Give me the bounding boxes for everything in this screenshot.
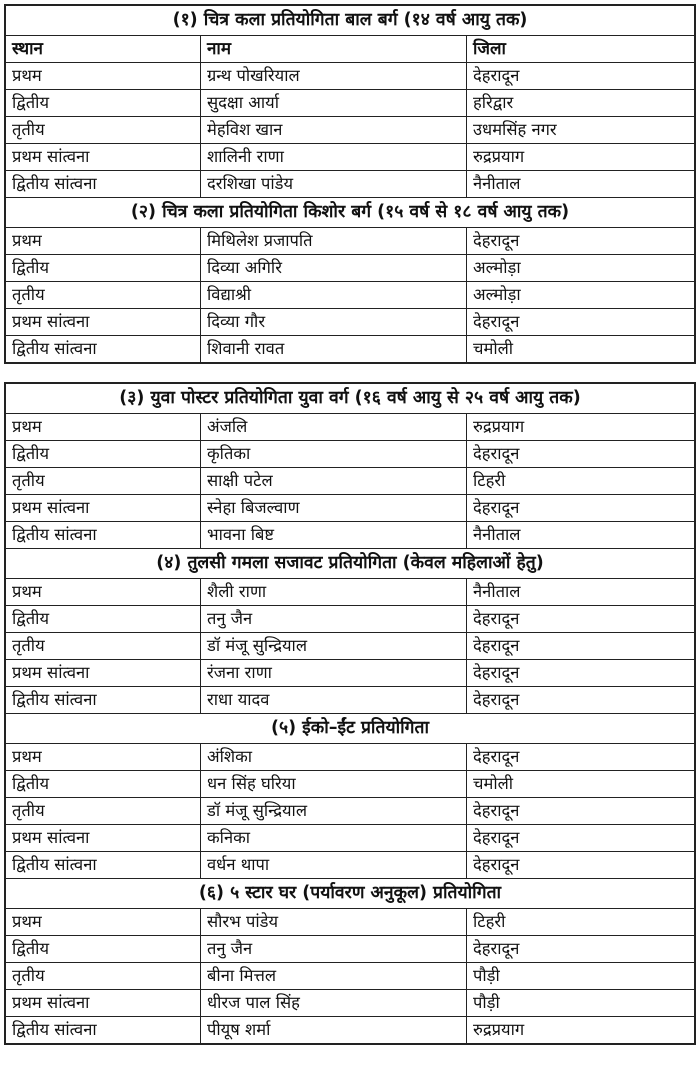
table-row [6,144,695,171]
table-row [6,414,695,441]
section-title: (३) युवा पोस्टर प्रतियोगिता युवा वर्ग (१६ वर्ष आयु से २५ वर्ष आयु तक) [6,384,695,414]
name-cell: मिथिलेश प्रजापति [201,228,467,255]
position-cell: प्रथम [6,228,201,255]
district-cell: देहरादून [467,798,695,825]
position-cell: प्रथम सांत्वना [6,825,201,852]
name-cell: धीरज पाल सिंह [201,990,467,1017]
name-cell: विद्याश्री [201,282,467,309]
name-cell: धन सिंह घरिया [201,771,467,798]
table-row [6,744,695,771]
district-cell: हरिद्वार [467,90,695,117]
results-table-bottom [5,383,695,1044]
table-row [6,63,695,90]
position-cell: तृतीय [6,282,201,309]
table-row [6,468,695,495]
section-title: (६) ५ स्टार घर (पर्यावरण अनुकूल) प्रतियोगिता [6,879,695,909]
position-cell: द्वितीय सांत्वना [6,687,201,714]
table-row [6,825,695,852]
district-cell: टिहरी [467,909,695,936]
position-cell: प्रथम सांत्वना [6,144,201,171]
table-row [6,633,695,660]
position-cell: द्वितीय [6,90,201,117]
name-cell: ग्रन्थ पोखरियाल [201,63,467,90]
name-cell: डॉ मंजू सुन्द्रियाल [201,633,467,660]
district-cell: रुद्रप्रयाग [467,1017,695,1044]
name-cell: पीयूष शर्मा [201,1017,467,1044]
position-cell: द्वितीय सांत्वना [6,336,201,363]
name-cell: तनु जैन [201,606,467,633]
table-row [6,660,695,687]
name-cell: कनिका [201,825,467,852]
results-block-top [4,4,696,364]
section-title-row [6,879,695,909]
table-row [6,309,695,336]
position-cell: तृतीय [6,468,201,495]
position-cell: तृतीय [6,117,201,144]
name-cell: अंशिका [201,744,467,771]
district-cell: पौड़ी [467,990,695,1017]
district-cell: देहरादून [467,441,695,468]
section-title-row [6,714,695,744]
section-title-row [6,198,695,228]
name-cell: साक्षी पटेल [201,468,467,495]
position-cell: द्वितीय सांत्वना [6,1017,201,1044]
district-cell: चमोली [467,336,695,363]
table-row [6,579,695,606]
district-cell: टिहरी [467,468,695,495]
position-cell: द्वितीय [6,441,201,468]
table-row [6,687,695,714]
position-cell: तृतीय [6,963,201,990]
name-cell: शैली राणा [201,579,467,606]
district-cell: देहरादून [467,606,695,633]
district-cell: देहरादून [467,63,695,90]
section-title: (१) चित्र कला प्रतियोगिता बाल बर्ग (१४ वर्ष आयु तक) [6,6,695,36]
position-cell: द्वितीय [6,255,201,282]
table-row [6,990,695,1017]
section-title: (२) चित्र कला प्रतियोगिता किशोर बर्ग (१५ वर्ष से १८ वर्ष आयु तक) [6,198,695,228]
name-cell: वर्धन थापा [201,852,467,879]
district-cell: पौड़ी [467,963,695,990]
table-row [6,255,695,282]
position-cell: द्वितीय [6,936,201,963]
table-row [6,522,695,549]
district-cell: देहरादून [467,744,695,771]
header-district: जिला [467,36,695,63]
name-cell: बीना मित्तल [201,963,467,990]
table-row [6,171,695,198]
table-row [6,606,695,633]
name-cell: रंजना राणा [201,660,467,687]
name-cell: तनु जैन [201,936,467,963]
name-cell: दिव्या गौर [201,309,467,336]
position-cell: द्वितीय सांत्वना [6,522,201,549]
table-row [6,798,695,825]
position-cell: प्रथम सांत्वना [6,990,201,1017]
name-cell: भावना बिष्ट [201,522,467,549]
name-cell: शालिनी राणा [201,144,467,171]
name-cell: स्नेहा बिजल्वाण [201,495,467,522]
name-cell: सौरभ पांडेय [201,909,467,936]
name-cell: राधा यादव [201,687,467,714]
section-title-row [6,384,695,414]
position-cell: प्रथम सांत्वना [6,495,201,522]
name-cell: दरशिखा पांडेय [201,171,467,198]
district-cell: देहरादून [467,936,695,963]
name-cell: मेहविश खान [201,117,467,144]
results-block-bottom [4,382,696,1045]
header-position: स्थान [6,36,201,63]
table-row [6,1017,695,1044]
district-cell: देहरादून [467,495,695,522]
name-cell: दिव्या अगिरि [201,255,467,282]
district-cell: नैनीताल [467,579,695,606]
district-cell: देहरादून [467,633,695,660]
table-row [6,117,695,144]
position-cell: प्रथम [6,909,201,936]
district-cell: चमोली [467,771,695,798]
results-table-top [5,5,695,363]
table-row [6,936,695,963]
name-cell: सुदक्षा आर्या [201,90,467,117]
table-row [6,336,695,363]
table-row [6,495,695,522]
position-cell: द्वितीय [6,606,201,633]
district-cell: अल्मोड़ा [467,255,695,282]
district-cell: रुद्रप्रयाग [467,144,695,171]
table-row [6,282,695,309]
table-row [6,771,695,798]
table-row [6,441,695,468]
district-cell: देहरादून [467,309,695,336]
table-row [6,909,695,936]
table-row [6,90,695,117]
district-cell: उधमसिंह नगर [467,117,695,144]
position-cell: द्वितीय [6,771,201,798]
column-header-row [6,36,695,63]
district-cell: देहरादून [467,825,695,852]
position-cell: प्रथम [6,579,201,606]
table-row [6,852,695,879]
district-cell: नैनीताल [467,171,695,198]
position-cell: द्वितीय सांत्वना [6,171,201,198]
section-title-row [6,6,695,36]
position-cell: प्रथम सांत्वना [6,309,201,336]
table-row [6,228,695,255]
name-cell: शिवानी रावत [201,336,467,363]
district-cell: देहरादून [467,687,695,714]
position-cell: प्रथम सांत्वना [6,660,201,687]
position-cell: प्रथम [6,414,201,441]
section-title: (५) ईको–ईंट प्रतियोगिता [6,714,695,744]
name-cell: अंजलि [201,414,467,441]
position-cell: द्वितीय सांत्वना [6,852,201,879]
position-cell: तृतीय [6,798,201,825]
district-cell: देहरादून [467,228,695,255]
header-name: नाम [201,36,467,63]
name-cell: कृतिका [201,441,467,468]
section-title-row [6,549,695,579]
district-cell: नैनीताल [467,522,695,549]
district-cell: रुद्रप्रयाग [467,414,695,441]
district-cell: अल्मोड़ा [467,282,695,309]
district-cell: देहरादून [467,660,695,687]
table-row [6,963,695,990]
position-cell: तृतीय [6,633,201,660]
district-cell: देहरादून [467,852,695,879]
position-cell: प्रथम [6,63,201,90]
name-cell: डॉ मंजू सुन्द्रियाल [201,798,467,825]
section-title: (४) तुलसी गमला सजावट प्रतियोगिता (केवल महिलाओं हेतु) [6,549,695,579]
position-cell: प्रथम [6,744,201,771]
